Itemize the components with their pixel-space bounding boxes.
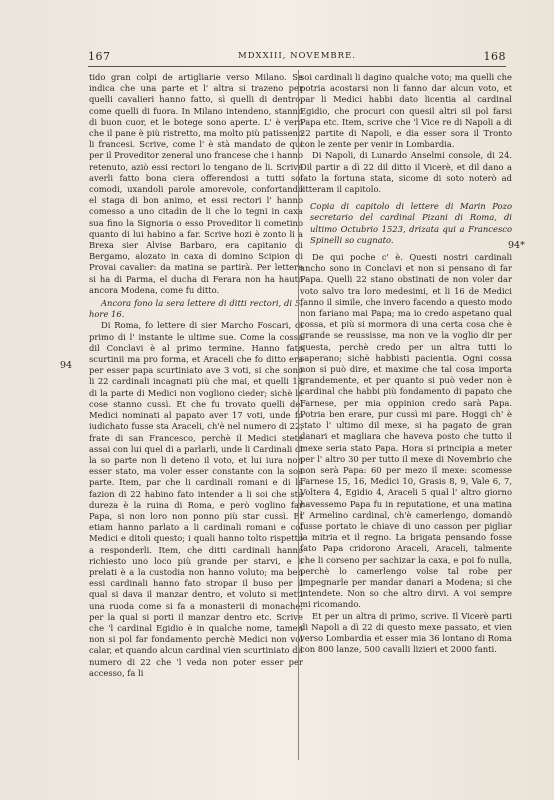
right-column xyxy=(300,72,512,655)
left-column-paragraph: Di Roma, fo lettere di sier Marcho Foscari, di primo di l' instante le ultime sue. Come la cossa dil Conclavi è al primo termine. Hanno fato scurtinii ma pro forma, et Araceli che fo ditto era per esser papa scurtiniato ave 3 voti, si che sono li 22 cardinali incagnati più che mai, et quelli 16 di la parte di Medici non vogliono cieder; sichè le cose stanno cussì. Et che fu trovato quelli del Medici nominati al papato aver 17 voti, unde fo iudichato fusse sta Araceli, ch'è nel numero di 22, frate di san Francesco, perchè il Medici stete assai con lui quel di a parlarli, unde li Cardinali di la so parte non li deteno il voto, et lui iura non esser stato, ma voler esser constante con la soa parte. Item, par che li cardinali romani e di la fazion di 22 habino fato intender a li soi che sta dureza è la ruina di Roma, e però voglino far Papa, si non loro non ponno più star cussì. Et etiam hanno parlato a li cardinali romani e col Medici e ditoli questo; i quali hanno tolto rispetto a responderli. Item, che ditti cardinali hanno richiesto uno loco più grande per starvi, e li prelati è a la custodia non hanno voluto; ma ben essi cardinali hanno fato stropar il buso per il qual si dava il manzar dentro, et voluto si metti una ruoda come si fa a monasterii di monache, per la qual si porti il manzar dentro etc. Scrive che 'l cardinal Egidio è in qualche nome, tamen non si pol far fondamento perchè Medici non vol calar, et quando alcun cardinal vien scurtiniato dil numero di 22 che 'l veda non poter esser per accesso, fa li xyxy=(89,320,303,678)
right-column-paragraph: Copia di capitolo di lettere di Marin Pozo secretario del cardinal Pizani di Roma, di ultimo Octubrio 1523, drizata qui a Francesco Spinelli so cugnato. xyxy=(310,201,512,245)
column-divider xyxy=(298,70,299,760)
right-column-paragraph: Et per un altra di primo, scrive. Il Vicerè parti di Napoli a dì 22 di questo mexe passato, et vien verso Lombardia et esser mia 36 lontano di Roma con 800 lanze, 500 cavalli lizieri et 2000 fanti. xyxy=(300,610,512,655)
page-number-right: 168 xyxy=(483,50,506,63)
left-column xyxy=(89,72,303,679)
right-column-paragraph: soi cardinali li dagino qualche voto; ma quelli che potria acostarsi non li fanno dar alcun voto, et par li Medici habbi dato licentia al cardinal Egidio, che procuri con quesil altri sil pol farsi Papa etc. Item, scrive che 'l Vice re di Napoli a di 22 partite di Napoli, e dia esser sora il Tronto con le zente per venir in Lombardia. xyxy=(300,72,512,150)
running-title: MDXXIII, NOVEMBRE. xyxy=(238,51,356,61)
margin-note-left: 94 xyxy=(60,360,73,371)
page-number-left: 167 xyxy=(88,50,111,63)
left-column-paragraph: tido gran colpi de artigliarie verso Milano. Se indica che una parte et l' altra si trazeno per quelli cavalieri hanno fatto, sì quelli di dentro, come quelli di fuora. In Milano intendeno, stanno di buon cuor, et le botege sono aperte. L' è vero che il pane è più ristretto, ma molto più patisseno li francesi. Scrive, come l' è stà mandato de qui per il Proveditor zeneral uno francese che i hanno retenuto, aziò essi rectori lo tengano de li. Scrive averli fatto bona ciera offerendosi a tutti soi comodi, uxandoli parole amorevole, confortando el staga di bon animo, et essi rectori l' hanno comesso a uno citadin de li che lo tegni in caxa sua fino la Signoria o esso Proveditor li cometino quanto di lui habino a far. Scrive hozi è zonto li a Brexa sier Alvise Barbaro, era capitanio di Bergamo, alozato in caxa di domino Scipion di Provai cavalier: da matina se partirà. Per lettere si ha di Parma, el ducha di Ferara non ha hauto ancora Modena, come fu ditto. xyxy=(89,72,303,295)
header-rule xyxy=(88,66,506,67)
left-column-paragraph: Ancora fono la sera lettere di ditti rectori, di 5, hore 16. xyxy=(89,298,303,320)
margin-note-right: 94* xyxy=(508,240,525,251)
right-column-paragraph: Di Napoli, di Lunardo Anselmi console, di 24. Dil partir a dì 22 dil ditto il Vicerè, et dil dano a fato la fortuna stata, sicome di soto noterò ad litteram il capitolo. xyxy=(300,150,512,195)
running-header xyxy=(88,50,506,66)
right-column-paragraph: De qui poche c' è. Questi nostri cardinali ancho sono in Conclavi et non si pensano di far Papa. Quelli 22 stano obstinati de non voler dar voto salvo tra loro medesimi, et li 16 de Medici fanno il simile, che invero facendo a questo modo non fariano mai Papa; ma io credo aspetano qual cossa, et più si mormora di una certa cosa che è grande se reussisse, ma non ve la voglio dir per questa, perchè credo per un altra tutti lo saperano; sichè habbisti pacientia. Ogni cossa non si può dire, et maxime che tal cosa importa grandemente, et per quanto si può veder non è cardinal che habbi più fondamento di papato che Farnese, per mia oppinion credo sarà Papa. Potria ben erare, pur cussì mi pare. Hoggi ch' è stato l' ultimo dil mexe, si ha pagato de gran danari et magliara che haveva posto che tutto il mexe seria stato Papa. Hora si principia a meter per l' altro 30 per tutto il mexe di Novembrio che non serà Papa: 60 per mezo il mexe: scomesse Farnese 15, 16, Medici 10, Grasis 8, 9, Vale 6, 7, Voltera 4, Egidio 4, Araceli 5 qual l' altro giorno havessemo Papa fu in reputatione, et una matina l' Armelino cardinal, ch'è camerlengo, domandò fusse portato le chiave di uno casson per pigliar la mitria et il regno. La brigata pensando fosse fato Papa cridorono Araceli, Araceli, talmente che li corseno per sachizar la caxa, e poi fo nulla, perchè lo camerlengo volse tal robe per impegnarle per mandar danari a Modena; si che intendete. Non so che altro dirvi. A voi sempre mi ricomando. xyxy=(300,252,512,610)
